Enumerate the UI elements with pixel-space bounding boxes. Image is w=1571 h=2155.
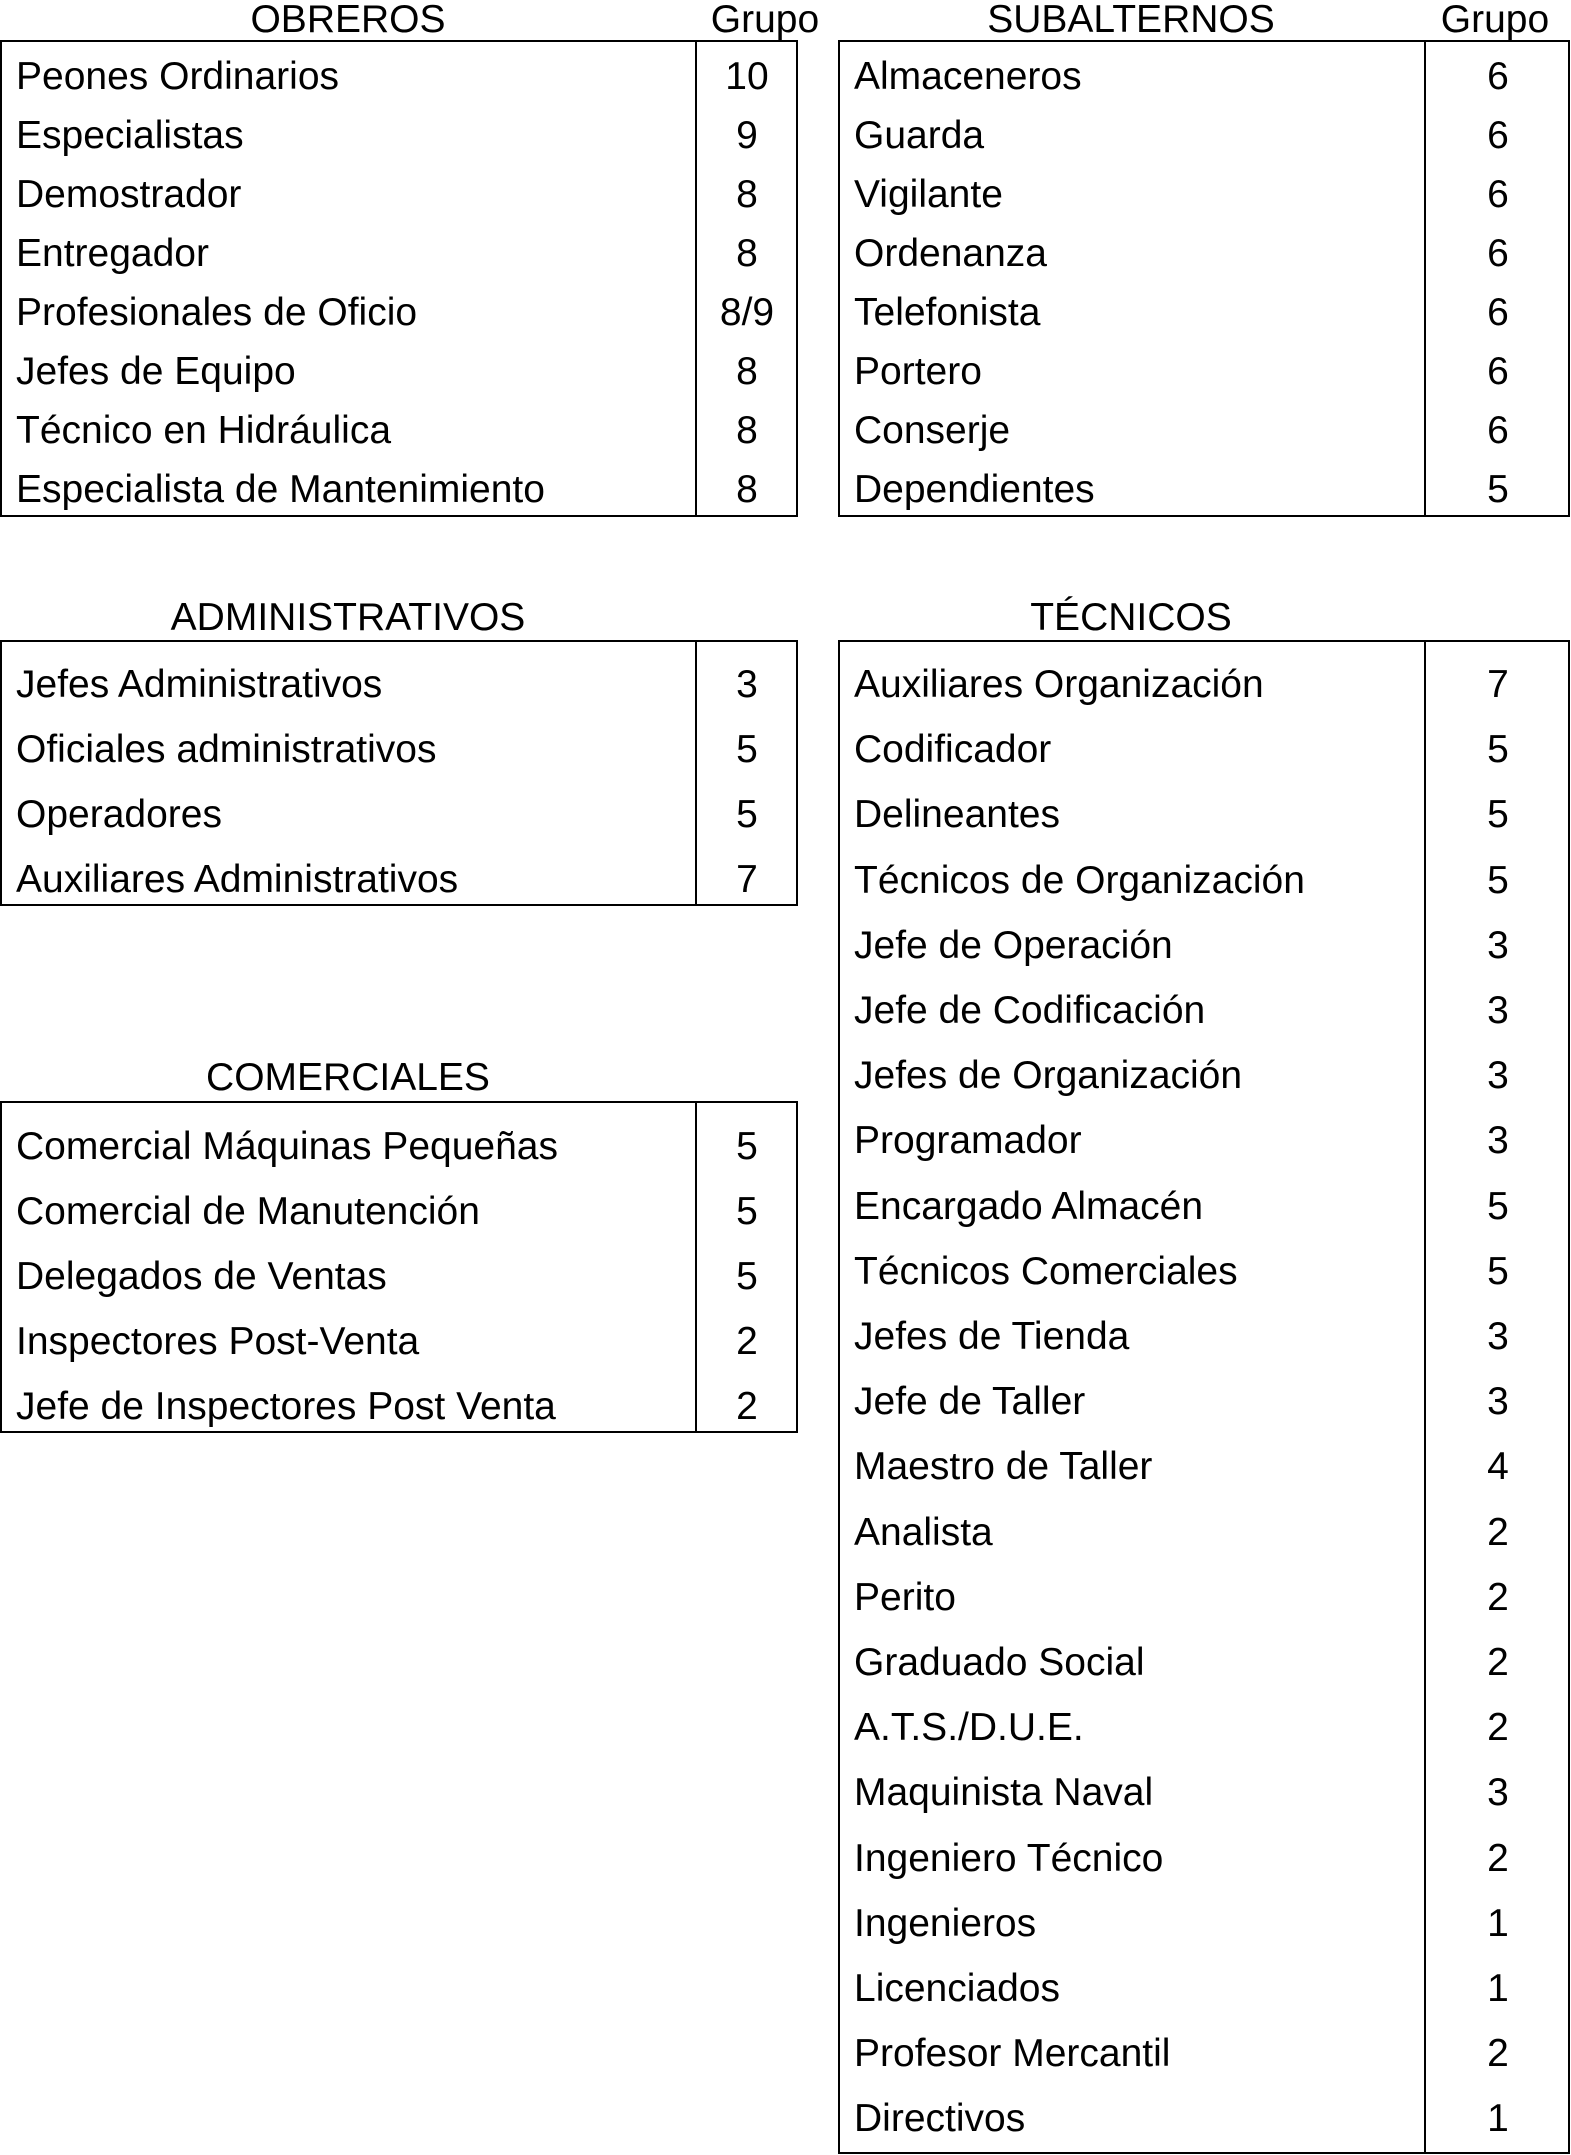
row-grupo: 5 <box>1487 793 1509 837</box>
table-row <box>840 351 1568 391</box>
table-row <box>840 1838 1568 1878</box>
table-row <box>840 292 1568 332</box>
row-grupo: 5 <box>1487 1184 1509 1228</box>
row-name: Operadores <box>16 793 222 836</box>
table-row <box>2 233 796 273</box>
row-grupo: 5 <box>1487 728 1509 772</box>
row-name: Ingenieros <box>854 1901 1037 1945</box>
table-row <box>840 174 1568 214</box>
row-name: Jefe de Taller <box>854 1380 1086 1424</box>
row-name: Almaceneros <box>854 55 1082 98</box>
table-row <box>2 115 796 155</box>
row-grupo: 6 <box>1487 55 1509 98</box>
table-row <box>840 1251 1568 1291</box>
table-row <box>840 925 1568 965</box>
row-name: Comercial Máquinas Pequeñas <box>16 1125 558 1168</box>
row-grupo: 2 <box>1487 1641 1509 1684</box>
row-name: Peones Ordinarios <box>16 55 340 98</box>
row-grupo: 8 <box>736 232 758 275</box>
table-row <box>840 115 1568 155</box>
table-row <box>2 410 796 450</box>
row-name: A.T.S./D.U.E. <box>854 1706 1084 1750</box>
table-row <box>840 1771 1568 1815</box>
row-name: Codificador <box>854 728 1052 772</box>
table-row <box>840 410 1568 450</box>
row-grupo: 5 <box>1487 1249 1509 1293</box>
row-grupo: 5 <box>736 1125 758 1168</box>
row-grupo: 3 <box>736 663 758 706</box>
row-grupo: 10 <box>725 55 769 98</box>
row-grupo: 6 <box>1487 291 1509 334</box>
table-row <box>840 1445 1568 1489</box>
row-name: Ordenanza <box>854 232 1047 275</box>
row-grupo: 8/9 <box>719 291 775 334</box>
row-grupo: 5 <box>1487 468 1509 511</box>
row-name: Jefes de Tienda <box>854 1315 1130 1358</box>
row-name: Delineantes <box>854 793 1060 837</box>
table-row <box>840 469 1568 509</box>
row-grupo: 5 <box>736 728 758 771</box>
table-row <box>840 1706 1568 1750</box>
row-name: Dependientes <box>854 468 1095 511</box>
table-row <box>840 728 1568 772</box>
table-row <box>2 794 796 834</box>
row-grupo: 2 <box>1487 2032 1509 2076</box>
obreros-table <box>0 40 798 517</box>
row-grupo: 4 <box>1487 1445 1509 1489</box>
table-row <box>2 292 796 332</box>
row-grupo: 5 <box>736 793 758 836</box>
row-name: Guarda <box>854 114 985 157</box>
table-row <box>2 1321 796 1361</box>
row-grupo: 5 <box>736 1255 758 1298</box>
table-row <box>2 859 796 899</box>
row-name: Técnicos Comerciales <box>854 1249 1238 1293</box>
row-grupo: 6 <box>1487 350 1509 393</box>
row-grupo: 8 <box>736 409 758 452</box>
row-grupo: 9 <box>736 114 758 157</box>
table-row <box>2 664 796 704</box>
table-row <box>840 1577 1568 1617</box>
row-name: Jefe de Operación <box>854 923 1173 967</box>
row-name: Conserje <box>854 409 1011 452</box>
row-name: Licenciados <box>854 1967 1060 2010</box>
table-row <box>840 1642 1568 1682</box>
row-grupo: 5 <box>736 1190 758 1233</box>
table-row <box>2 1126 796 1166</box>
row-name: Inspectores Post-Venta <box>16 1320 420 1363</box>
row-name: Especialista de Mantenimiento <box>16 468 545 511</box>
row-grupo: 6 <box>1487 232 1509 275</box>
row-name: Delegados de Ventas <box>16 1255 387 1298</box>
row-name: Encargado Almacén <box>854 1184 1204 1228</box>
row-name: Analista <box>854 1510 993 1554</box>
table-row <box>2 351 796 391</box>
row-name: Entregador <box>16 232 209 275</box>
row-grupo: 2 <box>1487 1510 1509 1554</box>
table-row <box>840 1968 1568 2008</box>
row-grupo: 8 <box>736 468 758 511</box>
comerciales-title: COMERCIALES <box>206 1056 490 1099</box>
row-name: Demostrador <box>16 173 242 216</box>
obreros-title: OBREROS <box>250 0 446 41</box>
row-grupo: 6 <box>1487 173 1509 216</box>
row-name: Auxiliares Administrativos <box>16 858 459 901</box>
table-row <box>840 1054 1568 1098</box>
table-row <box>840 1186 1568 1226</box>
row-grupo: 5 <box>1487 858 1509 902</box>
table-row <box>840 1316 1568 1356</box>
row-grupo: 8 <box>736 350 758 393</box>
tecnicos-table <box>838 640 1570 2154</box>
table-row <box>840 1512 1568 1552</box>
table-row <box>840 1903 1568 1943</box>
table-row <box>840 793 1568 837</box>
table-row <box>2 1191 796 1231</box>
row-name: Maquinista Naval <box>854 1771 1154 1815</box>
row-grupo: 3 <box>1487 923 1509 967</box>
row-grupo: 2 <box>1487 1706 1509 1750</box>
row-grupo: 6 <box>1487 114 1509 157</box>
table-row <box>840 1380 1568 1424</box>
row-name: Profesionales de Oficio <box>16 291 418 334</box>
obreros-grupo-header: Grupo <box>710 0 820 41</box>
row-name: Especialistas <box>16 114 244 157</box>
row-grupo: 7 <box>736 858 758 901</box>
row-name: Jefes Administrativos <box>16 663 383 706</box>
row-name: Perito <box>854 1575 956 1619</box>
row-grupo: 3 <box>1487 1315 1509 1358</box>
table-row <box>840 2097 1568 2141</box>
table-row <box>2 1386 796 1426</box>
administrativos-title: ADMINISTRATIVOS <box>170 596 526 639</box>
administrativos-table <box>0 640 798 906</box>
table-row <box>840 990 1568 1030</box>
row-name: Técnicos de Organización <box>854 858 1305 902</box>
row-name: Directivos <box>854 2097 1026 2141</box>
row-name: Portero <box>854 350 982 393</box>
table-row <box>840 664 1568 704</box>
row-name: Profesor Mercantil <box>854 2032 1171 2076</box>
row-grupo: 7 <box>1487 663 1509 706</box>
table-row <box>2 1256 796 1296</box>
row-grupo: 2 <box>1487 1836 1509 1880</box>
table-row <box>2 56 796 96</box>
row-grupo: 3 <box>1487 1119 1509 1163</box>
table-row <box>840 1119 1568 1163</box>
row-name: Oficiales administrativos <box>16 728 437 771</box>
table-row <box>840 56 1568 96</box>
row-grupo: 6 <box>1487 409 1509 452</box>
row-name: Jefe de Inspectores Post Venta <box>16 1385 556 1428</box>
subalternos-table <box>838 40 1570 517</box>
row-name: Jefe de Codificación <box>854 989 1206 1032</box>
row-name: Graduado Social <box>854 1641 1145 1684</box>
row-name: Auxiliares Organización <box>854 663 1264 706</box>
row-grupo: 3 <box>1487 989 1509 1032</box>
table-row <box>2 469 796 509</box>
row-grupo: 1 <box>1487 2097 1509 2141</box>
row-grupo: 3 <box>1487 1771 1509 1815</box>
row-grupo: 8 <box>736 173 758 216</box>
table-row <box>2 174 796 214</box>
table-row <box>840 860 1568 900</box>
row-grupo: 3 <box>1487 1054 1509 1098</box>
row-grupo: 3 <box>1487 1380 1509 1424</box>
subalternos-grupo-header: Grupo <box>1440 0 1550 41</box>
table-row <box>2 729 796 769</box>
row-name: Jefes de Equipo <box>16 350 296 393</box>
row-name: Programador <box>854 1119 1082 1163</box>
row-grupo: 2 <box>736 1320 758 1363</box>
tecnicos-title: TÉCNICOS <box>1030 596 1232 639</box>
table-row <box>840 2032 1568 2076</box>
row-grupo: 1 <box>1487 1901 1509 1945</box>
row-name: Telefonista <box>854 291 1041 334</box>
row-name: Técnico en Hidráulica <box>16 409 392 452</box>
row-grupo: 2 <box>1487 1575 1509 1619</box>
comerciales-table <box>0 1101 798 1433</box>
row-name: Comercial de Manutención <box>16 1190 480 1233</box>
row-name: Vigilante <box>854 173 1003 216</box>
table-row <box>840 233 1568 273</box>
row-name: Ingeniero Técnico <box>854 1836 1164 1880</box>
row-name: Maestro de Taller <box>854 1445 1153 1489</box>
row-grupo: 1 <box>1487 1967 1509 2010</box>
subalternos-title: SUBALTERNOS <box>987 0 1275 41</box>
row-grupo: 2 <box>736 1385 758 1428</box>
row-name: Jefes de Organización <box>854 1054 1243 1098</box>
